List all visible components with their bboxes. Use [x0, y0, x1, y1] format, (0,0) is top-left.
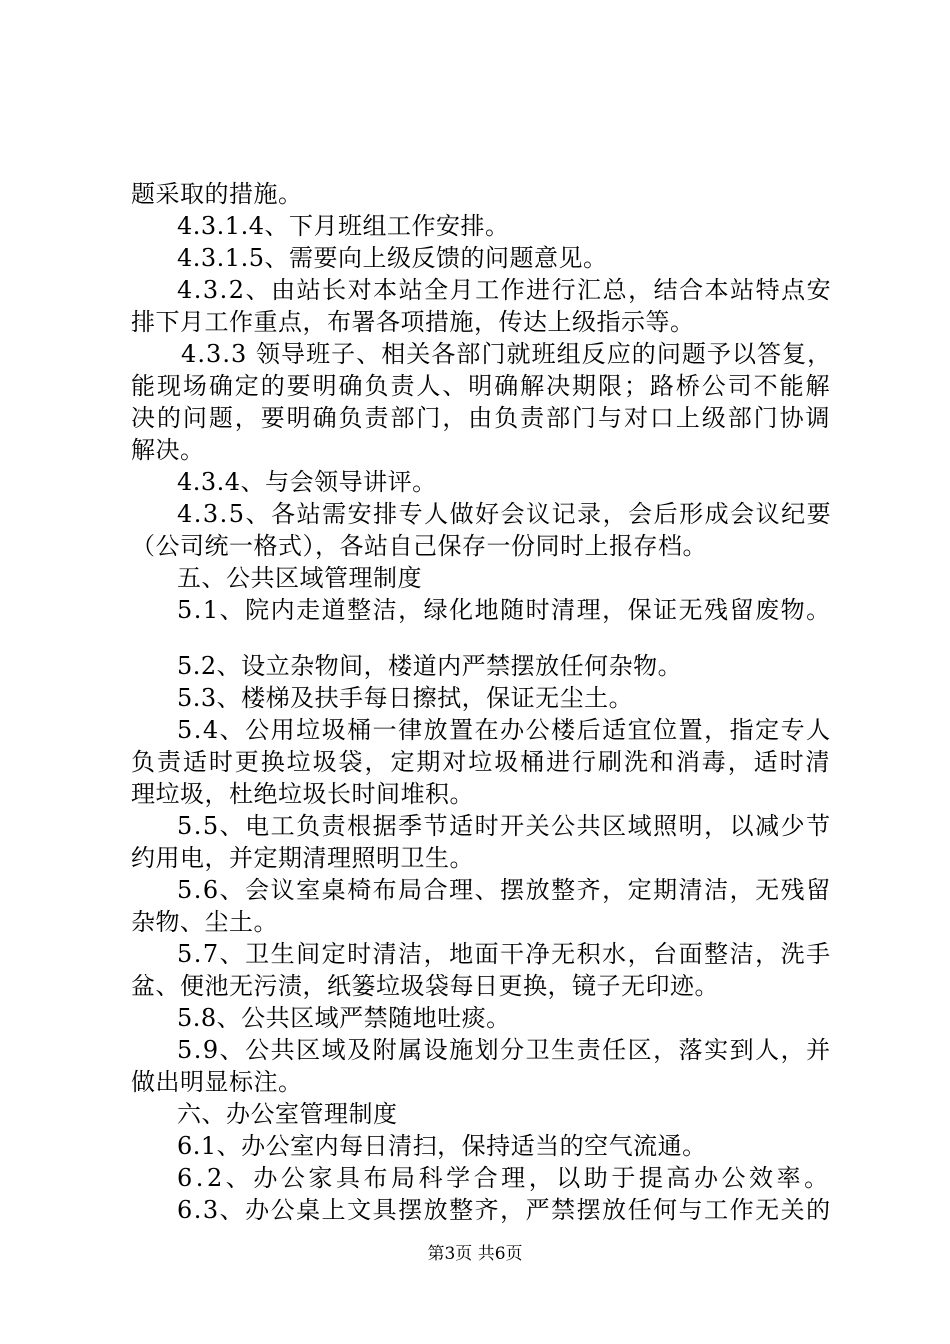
text-line: 4.3.1.5、需要向上级反馈的问题意见。: [177, 244, 608, 272]
text-line: 5.7、卫生间定时清洁，地面干净无积水，台面整洁，洗手: [177, 940, 832, 968]
text-line: 6.2、办公家具布局科学合理，以助于提高办公效率。: [177, 1164, 832, 1192]
text-line: 决的问题，要明确负责部门，由负责部门与对口上级部门协调: [131, 404, 832, 432]
text-line: 5.3、楼梯及扶手每日擦拭，保证无尘土。: [177, 684, 634, 712]
text-line: 5.5、电工负责根据季节适时开关公共区域照明，以减少节: [177, 812, 832, 840]
text-line: 5.8、公共区域严禁随地吐痰。: [177, 1004, 511, 1032]
text-line: 5.6、会议室桌椅布局合理、摆放整齐，定期清洁，无残留: [177, 876, 832, 904]
text-line: 负责适时更换垃圾袋，定期对垃圾桶进行刷洗和消毒，适时清: [131, 748, 832, 776]
text-line: （公司统一格式），各站自己保存一份同时上报存档。: [131, 532, 707, 560]
text-line: 6.3、办公桌上文具摆放整齐，严禁摆放任何与工作无关的: [177, 1196, 832, 1224]
text-line: 5.9、公共区域及附属设施划分卫生责任区，落实到人，并: [177, 1036, 832, 1064]
text-line: 4.3.4、与会领导讲评。: [177, 468, 437, 496]
text-line: 题采取的措施。: [131, 180, 303, 208]
text-line: 盆、便池无污渍，纸篓垃圾袋每日更换，镜子无印迹。: [131, 972, 719, 1000]
text-line: 能现场确定的要明确负责人、明确解决期限；路桥公司不能解: [131, 372, 832, 400]
text-line: 4.3.1.4、下月班组工作安排。: [177, 212, 510, 240]
text-line: 6.1、办公室内每日清扫，保持适当的空气流通。: [177, 1132, 707, 1160]
text-line: 4.3.5、各站需安排专人做好会议记录，会后形成会议纪要: [177, 500, 833, 528]
text-line: 5.4、公用垃圾桶一律放置在办公楼后适宜位置，指定专人: [177, 716, 832, 744]
text-line: 杂物、尘土。: [131, 908, 278, 936]
text-line: 理垃圾，杜绝垃圾长时间堆积。: [131, 780, 474, 808]
section-heading: 五、公共区域管理制度: [177, 564, 422, 592]
text-line: 4.3.3 领导班子、相关各部门就班组反应的问题予以答复，: [181, 340, 833, 368]
section-heading: 六、办公室管理制度: [177, 1100, 398, 1128]
text-line: 做出明显标注。: [131, 1068, 303, 1096]
text-line: 解决。: [131, 436, 205, 464]
text-line: 5.2、设立杂物间，楼道内严禁摆放任何杂物。: [177, 652, 683, 680]
text-line: 排下月工作重点，布署各项措施，传达上级指示等。: [131, 308, 695, 336]
text-line: 约用电，并定期清理照明卫生。: [131, 844, 474, 872]
text-line: 4.3.2、由站长对本站全月工作进行汇总，结合本站特点安: [177, 276, 833, 304]
page-footer: 第3页 共6页: [427, 1244, 523, 1264]
text-line: 5.1、院内走道整洁，绿化地随时清理，保证无残留废物。: [177, 596, 832, 624]
